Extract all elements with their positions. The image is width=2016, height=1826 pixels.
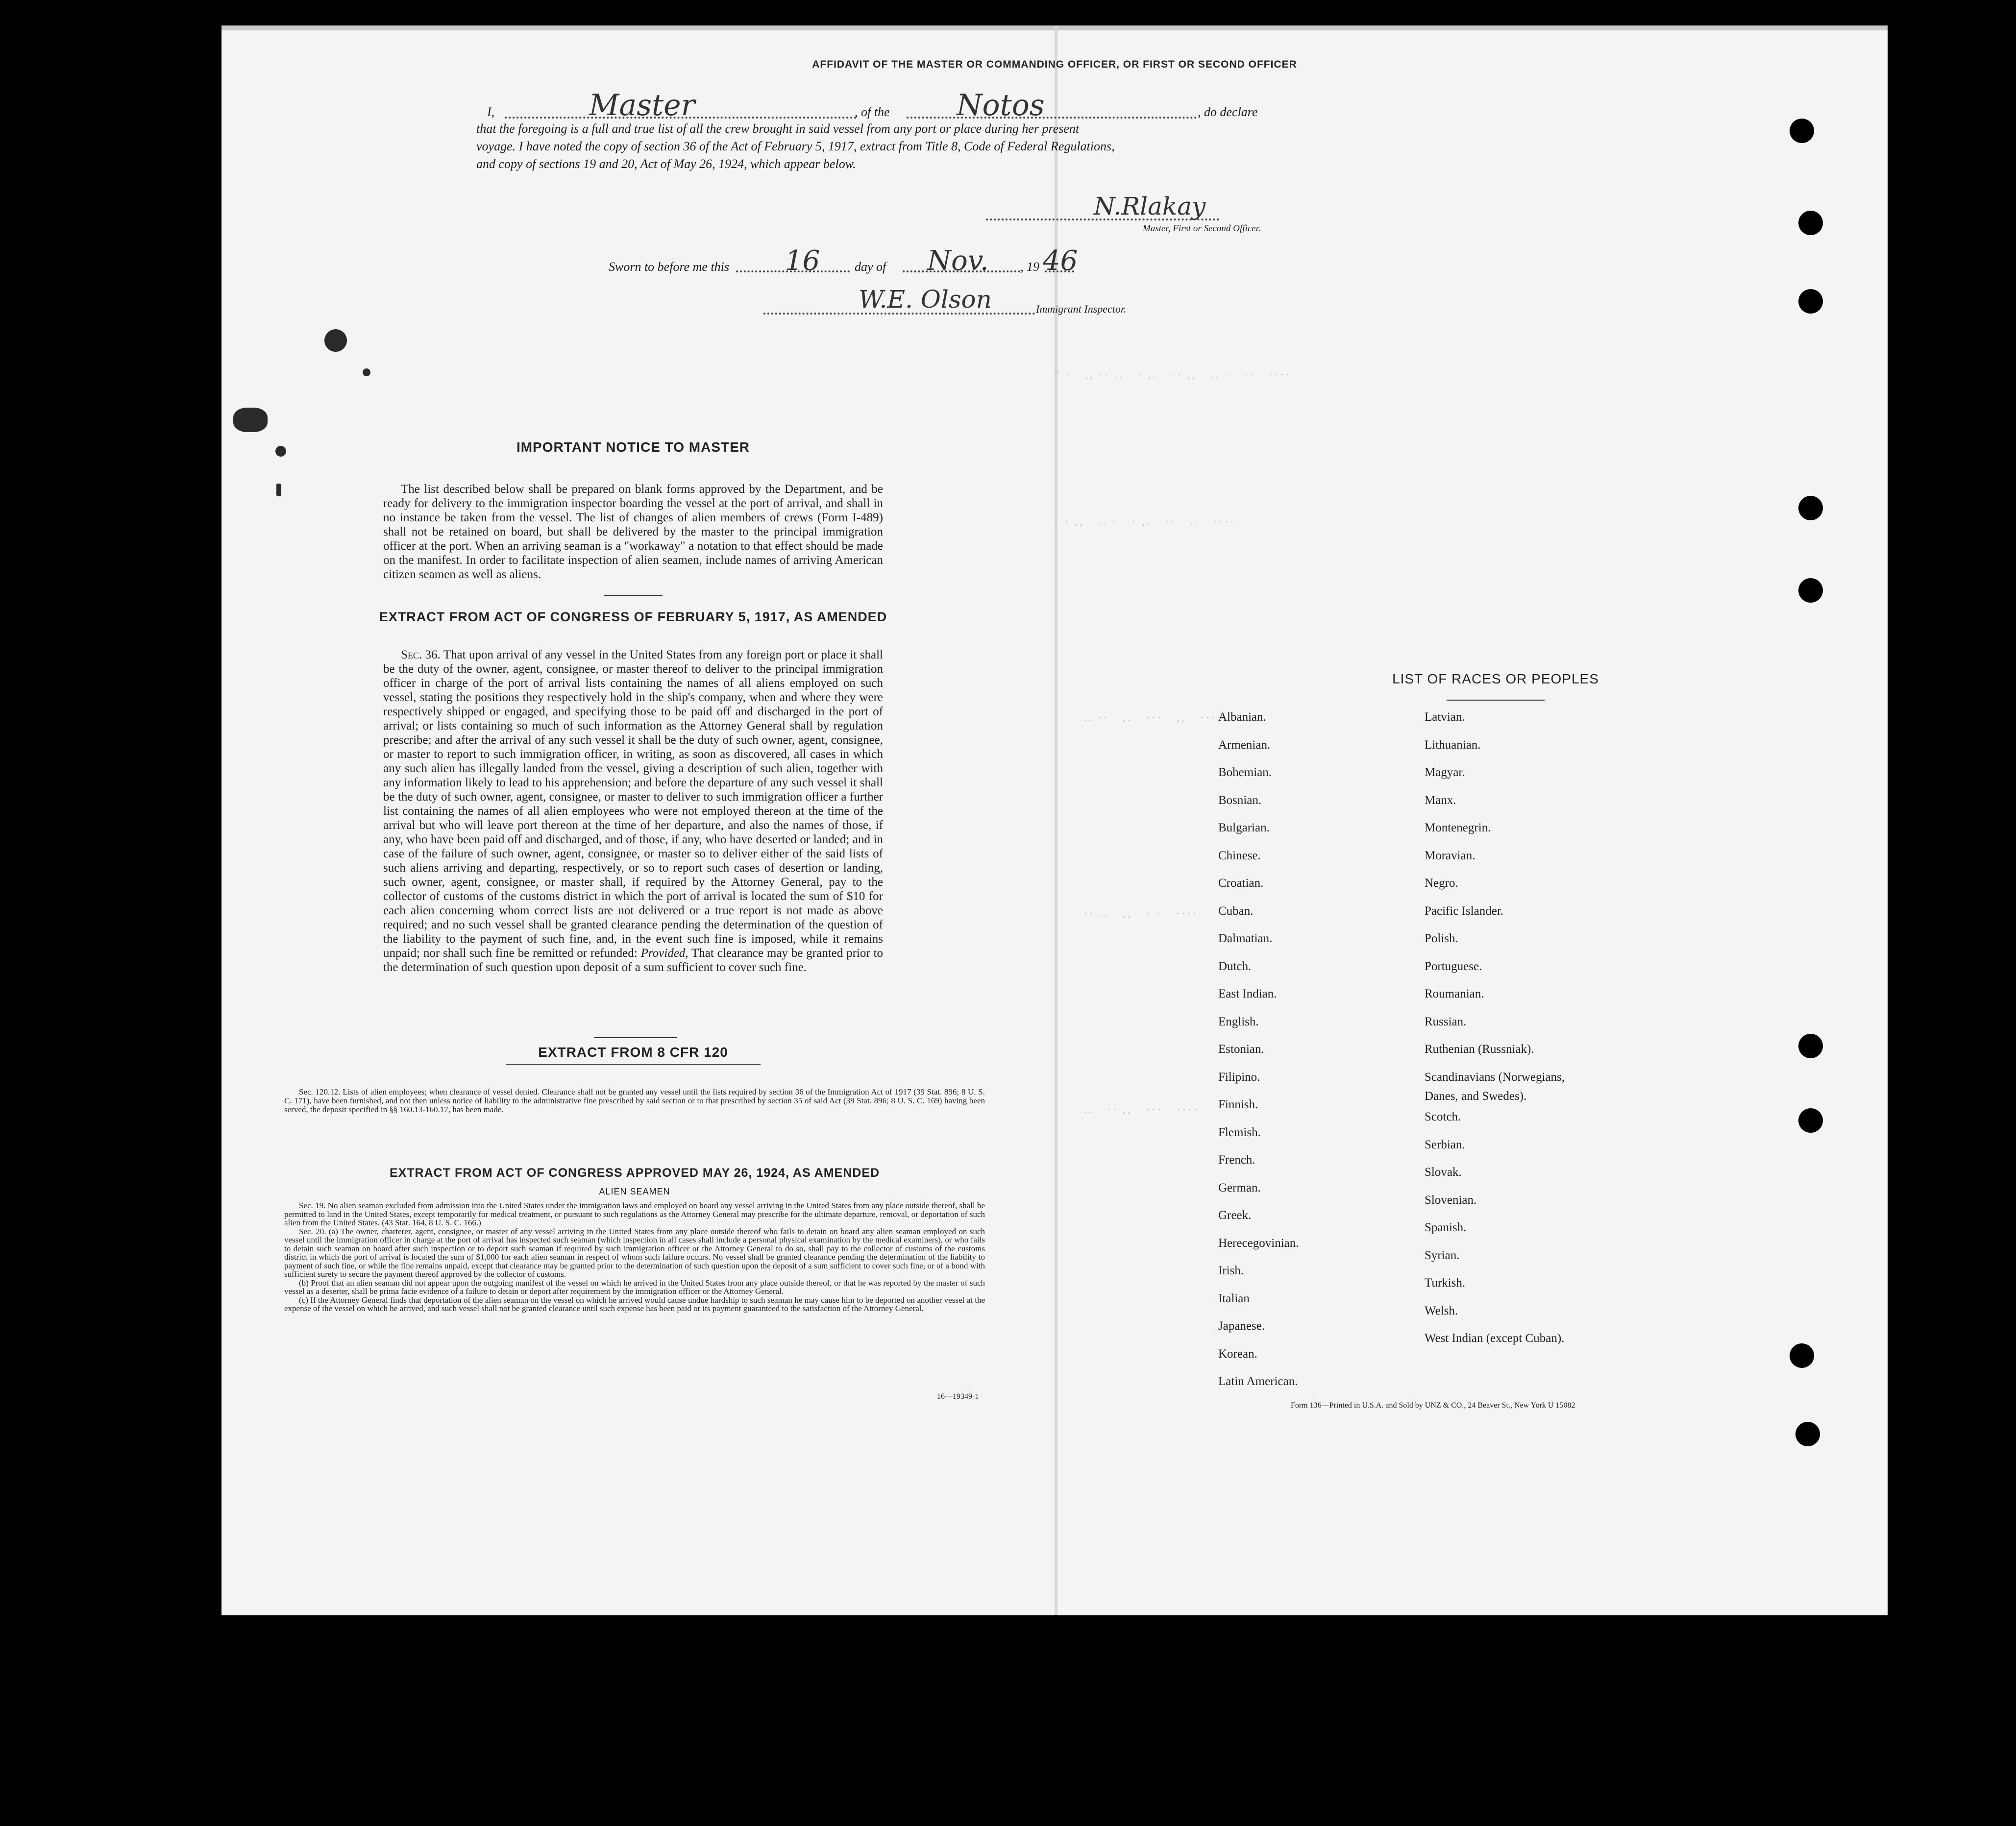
notice-divider xyxy=(604,595,663,596)
extract-1917-sec-label: Sec. 36. xyxy=(401,648,441,661)
cfr-text: Sec. 120.12. Lists of alien employees; when clearance of vessel denied. Clearance shall not be granted any vessel until the lists required by section 36 of the Immigration Act of 1917 (39 Stat. 896; 8 U. S. C. 171), have been furnished, and not then unless notice of liability to the administrative fine prescribed by said section or to that prescribed by section 35 of said Act (39 Stat. 896; 8 U. S. C. 169) having been served, the deposit specified in §§ 160.13-160.17, has been made. xyxy=(284,1087,985,1114)
extract-1917-provided: Provided, xyxy=(640,947,688,960)
vessel-dotted-line xyxy=(907,117,1197,119)
day-handwritten: 16 xyxy=(785,245,820,277)
race-item: Chinese. xyxy=(1218,849,1261,862)
race-item: Albanian. xyxy=(1218,710,1266,724)
affidavit-line-2: that the foregoing is a full and true list of all the crew brought in said vessel from any port or place during her present xyxy=(476,122,1080,136)
cfr-heading: EXTRACT FROM 8 CFR 120 xyxy=(538,1045,728,1060)
race-item: Flemish. xyxy=(1218,1125,1261,1139)
race-item: Negro. xyxy=(1425,876,1458,890)
race-item: Polish. xyxy=(1425,932,1458,945)
race-item: Bulgarian. xyxy=(1218,821,1270,834)
affidavit-line-3: voyage. I have noted the copy of section 36 of the Act of February 5, 1917, extract from Title 8, Code of Federal Regulations, xyxy=(476,139,1115,153)
bleed-through-marks: ·· .. ,, · · ···· xyxy=(1084,907,1199,920)
punch-hole xyxy=(1798,289,1823,314)
race-item: Latvian. xyxy=(1425,710,1465,724)
day-of-label: day of xyxy=(855,260,886,274)
sworn-label: Sworn to before me this xyxy=(609,260,730,274)
ink-blot xyxy=(363,368,370,376)
race-item: Latin American. xyxy=(1218,1375,1298,1388)
race-item: Magyar. xyxy=(1425,766,1465,779)
race-item: Welsh. xyxy=(1425,1304,1458,1317)
affidavit-title: AFFIDAVIT OF THE MASTER OR COMMANDING OFFICER, OR FIRST OR SECOND OFFICER xyxy=(812,59,1297,70)
sec-20a-text: Sec. 20. (a) The owner, charterer, agent, consignee, or master of any vessel arriving in the United States from any place outside thereof who fails to detain on board any alien seaman employed on such vessel until the immigration officer in charge at the port of arrival has inspected such seaman (which inspection in all cases shall include a personal physical examination by the medical examiners), or who fails to detain such seaman on board after such inspection or to deport such seaman if required by such immigration officer or the Attorney General to do so, shall pay to the collector of customs of the customs district in which the port of arrival is located the sum of $1,000 for each alien seaman in respect of whom such failure occurs. No vessel shall be granted clearance pending the determination of the liability to payment of such fine, or while the fine remains unpaid, except that clearance may be granted prior to the determination of such question upon the deposit of a sum sufficient to cover such fine, or of a bond with sufficient surety to secure the payment thereof approved by the collector of customs. xyxy=(284,1226,985,1279)
race-item: Finnish. xyxy=(1218,1098,1258,1111)
punch-hole xyxy=(1798,1108,1823,1133)
race-item: Ruthenian (Russniak). xyxy=(1425,1043,1534,1056)
form-footer: Form 136—Printed in U.S.A. and Sold by UNZ & CO., 24 Beaver St., New York U 15082 xyxy=(1291,1401,1575,1410)
punch-hole xyxy=(1798,496,1823,520)
race-item: Greek. xyxy=(1218,1209,1252,1222)
year-prefix: , 19 xyxy=(1020,260,1039,274)
extract-1924-subheading: ALIEN SEAMEN xyxy=(599,1187,670,1196)
race-item: Serbian. xyxy=(1425,1138,1465,1151)
ink-blot xyxy=(276,484,281,496)
race-item: Slovak. xyxy=(1425,1166,1462,1179)
race-item: Turkish. xyxy=(1425,1276,1466,1290)
extract-1917-body: That upon arrival of any vessel in the United States from any foreign port or place it shall be the duty of the owner, agent, consignee, or master thereof to deliver to the principal immigration officer in charge of the port of arrival lists containing the names of all aliens employed on such vessel, stating the positions they respectively hold in the ship's company, when and where they were respectively shipped or engaged, and specifying those to be paid off and discharged in the port of arrival; or lists containing so much of such information as the Attorney General shall by regulation prescribe; and after the arrival of any such vessel it shall be the duty of such owner, agent, consignee, or master to report to such immigration officer, in writing, as soon as discovered, all cases in which any such alien has illegally landed from the vessel, giving a description of such alien, together with any information likely to lead to his apprehension; and before the departure of any such vessel it shall be the duty of such owner, agent, consignee, or master to deliver to such immigration officer a further list containing the names of all alien employees who were not employed thereon at the time of the arrival but who will leave port thereon at the time of her departure, and also the names of those, if any, who have been paid off and discharged, and of those, if any, who have deserted or landed; and in case of the failure of such owner, agent, consignee, or master so to deliver either of the said lists of such aliens arriving and departing, respectively, or so to report such cases of desertion or landing, such owner, agent, consignee, or master shall, if required by the Attorney General, pay to the collector of customs of the customs district in which the port of arrival is located the sum of $10 for each alien concerning whom correct lists are not delivered or a true report is not made as above required; and no such vessel shall be granted clearance pending the determination of the question of the liability to the payment of such fine, and, in the event such fine is imposed, while it remains unpaid; nor shall such fine be remitted or refunded: xyxy=(383,648,883,960)
punch-hole xyxy=(1795,1422,1820,1446)
ink-blot xyxy=(233,408,268,432)
sec-20b-text: (b) Proof that an alien seaman did not appear upon the outgoing manifest of the vessel on which he arrived in the United States from any place outside thereof, or that he was reported by the master of such vessel as a deserter, shall be prima facie evidence of a failure to detain or deport after requirement by the immigration officer or the Attorney General. xyxy=(284,1278,985,1296)
race-item: Manx. xyxy=(1425,793,1456,807)
document-page xyxy=(221,25,1888,1615)
bleed-through-marks: · · ,, .. · · ,. ·· .. ···· xyxy=(1055,515,1236,528)
race-item: German. xyxy=(1218,1181,1261,1194)
notice-heading: IMPORTANT NOTICE TO MASTER xyxy=(516,439,750,455)
vessel-handwritten: Notos xyxy=(957,88,1045,122)
race-item: Scotch. xyxy=(1425,1110,1461,1124)
sec-19-text: Sec. 19. No alien seaman excluded from admission into the United States under the immigration laws and employed on board any vessel arriving in the United States from any place outside thereof, shall be permitted to land in the United States, except temporarily for medical treatment, or pursuant to such regulations as the Attorney General may prescribe for the ultimate departure, removal, or deportation of such alien from the United States. (43 Stat. 164, 8 U. S. C. 166.) xyxy=(284,1201,985,1227)
ink-blot xyxy=(324,329,347,352)
affidavit-i-label: I, xyxy=(487,105,495,119)
race-item: Moravian. xyxy=(1425,849,1475,862)
race-scandinavians-line2: Danes, and Swedes). xyxy=(1425,1090,1527,1103)
sec-20c-text: (c) If the Attorney General finds that deportation of the alien seaman on the vessel on which he arrived would cause undue hardship to such seaman he may cause him to be deported on another vessel at the expense of the vessel on which he arrived, and such vessel shall not be granted clearance until such expense has been paid or its payment guaranteed to the satisfaction of the Attorney General. xyxy=(284,1295,985,1313)
bleed-through-marks: " · ,, ·· .. · ,. ·· ,, .. · ·· ···· xyxy=(1055,368,1292,381)
race-item: Croatian. xyxy=(1218,876,1264,890)
race-item: West Indian (except Cuban). xyxy=(1425,1332,1565,1345)
race-item: French. xyxy=(1218,1153,1255,1167)
race-item: Scandinavians (Norwegians, xyxy=(1425,1070,1565,1084)
master-handwritten: Master xyxy=(589,88,695,122)
bleed-through-marks: .. ·· ,. ··· ,, ···· xyxy=(1084,711,1223,724)
extract-1917-heading: EXTRACT FROM ACT OF CONGRESS OF FEBRUARY 5, 1917, AS AMENDED xyxy=(379,609,887,624)
ink-blot xyxy=(275,446,286,457)
cfr-underline xyxy=(506,1064,761,1065)
extract-1924-heading: EXTRACT FROM ACT OF CONGRESS APPROVED MAY 26, 1924, AS AMENDED xyxy=(389,1166,880,1180)
affidavit-of-the-label: , of the xyxy=(855,105,890,119)
month-handwritten: Nov. xyxy=(927,245,989,277)
race-item: English. xyxy=(1218,1015,1259,1028)
extract-1924-sections xyxy=(284,1201,985,1313)
year-handwritten: 46 xyxy=(1043,245,1078,277)
race-item: Irish. xyxy=(1218,1264,1244,1277)
affidavit-line-4: and copy of sections 19 and 20, Act of May 26, 1924, which appear below. xyxy=(476,157,856,171)
race-item: Cuban. xyxy=(1218,904,1254,918)
signature-handwritten: N.Rlakay xyxy=(1094,192,1206,220)
punch-hole xyxy=(1798,211,1823,235)
race-item: Estonian. xyxy=(1218,1043,1264,1056)
race-item: Dalmatian. xyxy=(1218,932,1273,945)
races-heading: LIST OF RACES OR PEOPLES xyxy=(1392,671,1599,686)
extract-1917-divider xyxy=(594,1037,677,1038)
race-item: Montenegrin. xyxy=(1425,821,1491,834)
bleed-through-marks: .. ·· ,, ··· ···· xyxy=(1084,1103,1199,1116)
affidavit-do-declare: , do declare xyxy=(1198,105,1258,119)
race-item: Italian xyxy=(1218,1291,1250,1305)
race-item: Spanish. xyxy=(1425,1221,1467,1235)
extract-1917-text xyxy=(383,648,883,974)
race-item: Lithuanian. xyxy=(1425,738,1481,752)
notice-text: The list described below shall be prepared on blank forms approved by the Department, and be ready for delivery to the immigration inspector boarding the vessel at the port of arrival, and shall in no instance be taken from the vessel. The list of changes of alien members of crews (Form I-489) shall not be retained on board, but shall be delivered by the master to the principal immigration officer at the port. When an arriving seaman is a "workaway" a notation to that effect should be made on the manifest. In order to facilitate inspection of alien seamen, include names of arriving American citizen seamen as well as aliens. xyxy=(383,483,883,581)
race-item: Russian. xyxy=(1425,1015,1467,1028)
race-item: Japanese. xyxy=(1218,1319,1265,1333)
race-item: Bosnian. xyxy=(1218,793,1262,807)
race-item: Syrian. xyxy=(1425,1248,1460,1262)
race-item: Korean. xyxy=(1218,1347,1257,1361)
race-item: East Indian. xyxy=(1218,987,1277,1000)
race-item: Roumanian. xyxy=(1425,987,1484,1000)
race-item: Pacific Islander. xyxy=(1425,904,1504,918)
race-item: Slovenian. xyxy=(1425,1193,1477,1207)
race-item: Armenian. xyxy=(1218,738,1271,752)
signature-caption: Master, First or Second Officer. xyxy=(1143,223,1261,234)
race-item: Portuguese. xyxy=(1425,959,1482,973)
race-item: Filipino. xyxy=(1218,1070,1260,1084)
inspector-handwritten: W.E. Olson xyxy=(859,285,992,314)
races-underline xyxy=(1447,700,1545,701)
extract-1924-code: 16—19349-1 xyxy=(937,1392,979,1401)
inspector-caption: Immigrant Inspector. xyxy=(1036,303,1127,315)
punch-hole xyxy=(1790,119,1814,143)
race-item: Bohemian. xyxy=(1218,766,1272,779)
race-item: Dutch. xyxy=(1218,959,1252,973)
punch-hole xyxy=(1798,578,1823,603)
punch-hole xyxy=(1790,1343,1814,1368)
extract-1917-body-end: That clearance may be granted prior to the determination of such question upon deposit of a sum sufficient to cover such fine. xyxy=(383,947,883,974)
race-item: Herecegovinian. xyxy=(1218,1236,1299,1250)
punch-hole xyxy=(1798,1034,1823,1058)
